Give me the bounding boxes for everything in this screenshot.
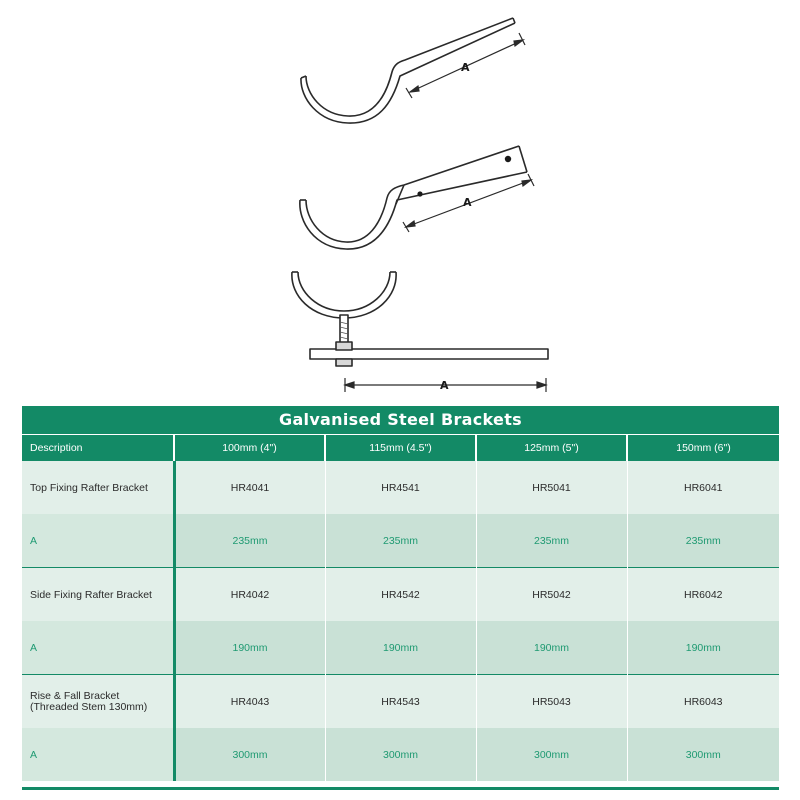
- row-description: A: [22, 514, 174, 568]
- product-code: HR4042: [174, 568, 325, 622]
- product-code: HR5041: [476, 461, 627, 514]
- measurement-value: 300mm: [627, 728, 779, 781]
- measurement-value: 190mm: [627, 621, 779, 675]
- row-description: A: [22, 728, 174, 781]
- product-code: HR4542: [325, 568, 476, 622]
- measurement-value: 190mm: [476, 621, 627, 675]
- dimension-label-side: A: [463, 196, 472, 209]
- table-row: [22, 675, 779, 729]
- table-row: [22, 461, 779, 514]
- measurement-value: 190mm: [174, 621, 325, 675]
- rise-fall-bracket-drawing: [292, 272, 548, 366]
- product-code: HR6041: [627, 461, 779, 514]
- row-description-line2: (Threaded Stem 130mm): [30, 700, 148, 713]
- row-description: [22, 675, 174, 729]
- table-row: [22, 728, 779, 781]
- product-code: HR4043: [174, 675, 325, 729]
- fixing-hole-dot: [417, 191, 422, 196]
- measurement-value: 235mm: [476, 514, 627, 568]
- product-code: HR6043: [627, 675, 779, 729]
- measurement-value: 235mm: [627, 514, 779, 568]
- column-header: 150mm (6"): [627, 435, 779, 461]
- dimension-label-rise-fall: A: [440, 379, 449, 392]
- product-code: HR5043: [476, 675, 627, 729]
- measurement-value: 235mm: [325, 514, 476, 568]
- measurement-value: 235mm: [174, 514, 325, 568]
- side-fixing-bracket-drawing: [300, 146, 527, 249]
- brackets-table: [22, 406, 779, 790]
- row-description: A: [22, 621, 174, 675]
- column-header: 100mm (4"): [174, 435, 325, 461]
- column-header: 125mm (5"): [476, 435, 627, 461]
- table-row: [22, 514, 779, 568]
- row-description: Side Fixing Rafter Bracket: [22, 568, 174, 622]
- header-row: [22, 435, 779, 461]
- fixing-hole-dot: [505, 156, 511, 162]
- product-code: HR6042: [627, 568, 779, 622]
- product-code: HR4543: [325, 675, 476, 729]
- measurement-value: 300mm: [325, 728, 476, 781]
- table-row: [22, 621, 779, 675]
- row-description: Top Fixing Rafter Bracket: [22, 461, 174, 514]
- table-row: [22, 568, 779, 622]
- table-title: Galvanised Steel Brackets: [22, 406, 779, 434]
- column-header: Description: [22, 435, 174, 461]
- product-code: HR4541: [325, 461, 476, 514]
- brackets-grid: [22, 435, 779, 781]
- top-fixing-bracket-drawing: [301, 18, 515, 123]
- product-code: HR5042: [476, 568, 627, 622]
- table-bottom-rule: [22, 787, 779, 790]
- measurement-value: 300mm: [476, 728, 627, 781]
- measurement-value: 300mm: [174, 728, 325, 781]
- dimension-label-top: A: [461, 61, 470, 74]
- row-description-line1: Rise & Fall Bracket: [30, 689, 120, 702]
- measurement-value: 190mm: [325, 621, 476, 675]
- product-code: HR4041: [174, 461, 325, 514]
- column-header: 115mm (4.5"): [325, 435, 476, 461]
